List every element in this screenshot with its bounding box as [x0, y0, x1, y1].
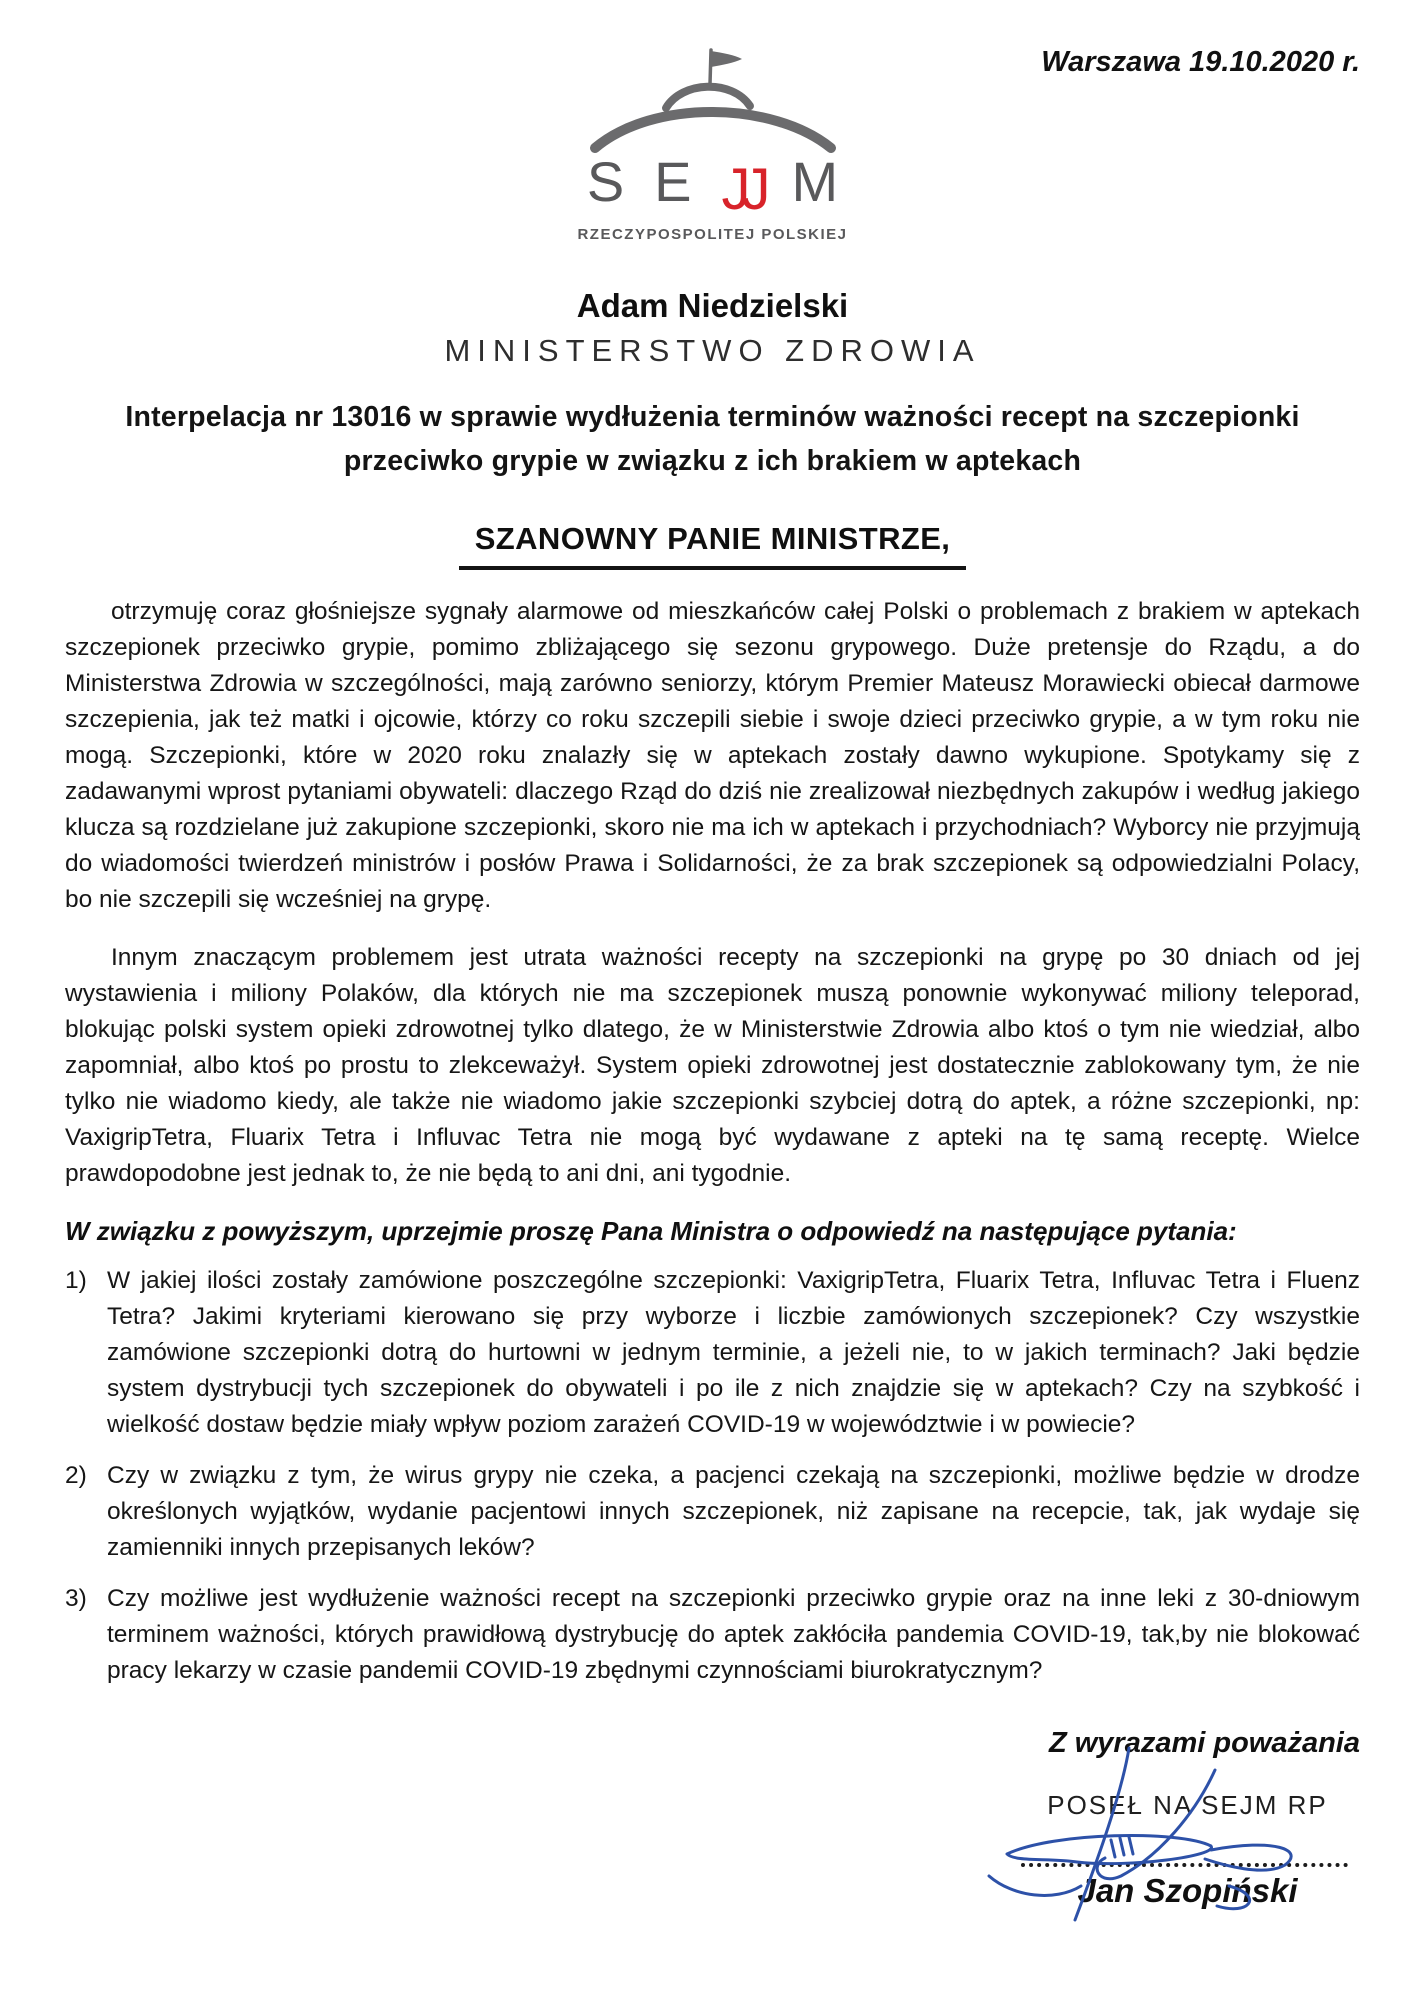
signature-dotted-line — [1021, 1863, 1348, 1867]
date-line: Warszawa 19.10.2020 r. — [1041, 46, 1360, 78]
question-number: 2) — [65, 1462, 87, 1490]
sejm-wordmark — [553, 150, 873, 222]
question-item-3 — [65, 1581, 1360, 1689]
logo-subtitle: RZECZYPOSPOLITEJ POLSKIEJ — [577, 226, 848, 243]
question-number: 3) — [65, 1585, 87, 1613]
question-list — [65, 1263, 1360, 1689]
sejm-logo — [553, 42, 873, 243]
question-text: W jakiej ilości zostały zamówione poszczególne szczepionki: VaxigripTetra, Fluarix Tetra, Influvac Tetra i Fluenz Tetra? Jakimi kryteriami kierowano się przy wyborze i liczbie zamówionych szczepionek? Czy wszystkie zamówione szczepionki dotrą do hurtowni w jednym terminie, a jeżeli nie, to w jakich terminach? Jaki będzie system dystrybucji tych szczepionek do obywateli i po ile z nich znajdzie się w aptekach? Czy na szybkość i wielkość dostaw będzie miały wpływ poziom zarażeń COVID-19 w województwie i w powiecie? — [107, 1267, 1360, 1439]
recipient-name: Adam Niedzielski — [576, 287, 849, 324]
body-paragraph-1: otrzymuję coraz głośniejsze sygnały alarmowe od mieszkańców całej Polski o problemach z brakiem w aptekach szczepionek przeciwko grypie, pomimo zbliżającego się sezonu grypowego. Duże pretensje do Rządu, a do Ministerstwa Zdrowia w szczególności, mają zarówno seniorzy, którym Premier Mateusz Morawiecki obiecał darmowe szczepienia, jak też matki i ojcowie, którzy co roku szczepili siebie i swoje dzieci przeciwko grypie, a w tym roku nie mogą. Szczepionki, które w 2020 roku znalazły się w aptekach zostały dawno wykupione. Spotykamy się z zadawanymi wprost pytaniami obywateli: dlaczego Rząd do dziś nie zrealizował niezbędnych zakupów i według jakiego klucza są rozdzielane już zakupione szczepionki, skoro nie ma ich w aptekach i przychodniach? Wyborcy nie przyjmują do wiadomości twierdzeń ministrów i posłów Prawa i Solidarności, że za brak szczepionek są odpowiedzialni Polacy, bo nie szczepili się wcześniej na grypę. — [65, 598, 1360, 914]
signer-title: POSEŁ NA SEJM RP — [1047, 1790, 1328, 1821]
logo-letters-jj: JJ — [721, 157, 762, 222]
request-line: W związku z powyższym, uprzejmie proszę Pana Ministra o odpowiedź na następujące pytania: — [65, 1216, 1237, 1247]
salutation-text: SZANOWNY PANIE MINISTRZE, — [459, 521, 967, 570]
closing-phrase: Z wyrazami poważania — [1048, 1727, 1360, 1760]
body-paragraph-2: Innym znaczącym problemem jest utrata ważności recepty na szczepionki na grypę po 30 dniach od jej wystawienia i miliony Polaków, dla których nie ma szczepionek muszą ponownie wykonywać miliony teleporad, blokując polski system opieki zdrowotnej tylko dlatego, że w Ministerstwie Zdrowia albo ktoś o tym nie wiedział, albo zapomniał, albo ktoś po prostu to zlekceważył. System opieki zdrowotnej jest dostatecznie zablokowany tym, że nie tylko nie wiadomo kiedy, ale także nie wiadomo jakie szczepionki szybciej dotrą do aptek, a różne szczepionki, np: VaxigripTetra, Fluarix Tetra i Influvac Tetra nie mogą być wydawane z apteki na tę samą receptę. Wielce prawdopodobne jest jednak to, że nie będą to ani dni, ani tygodnie. — [65, 944, 1360, 1188]
signer-name: Jan Szopiński — [1077, 1872, 1298, 1910]
recipient-org: MINISTERSTWO ZDROWIA — [444, 333, 981, 368]
sejm-dome-icon — [583, 42, 843, 160]
logo-letter-e: E — [654, 150, 692, 213]
question-item-1 — [65, 1263, 1360, 1443]
salutation — [65, 521, 1360, 570]
question-text: Czy możliwe jest wydłużenie ważności recept na szczepionki przeciwko grypie oraz na inne leki z 30-dniowym terminem ważności, których prawidłową dystrybucję do aptek zakłóciła pandemia COVID-19, tak,by nie blokować pracy lekarzy w czasie pandemii COVID-19 zbędnymi czynnościami biurokratycznym? — [107, 1585, 1360, 1685]
document-title: Interpelacja nr 13016 w sprawie wydłużenia terminów ważności recept na szczepionki przeciwko grypie w związku z ich brakiem w aptekach — [125, 401, 1300, 478]
logo-letter-s: S — [586, 150, 625, 213]
recipient-block — [65, 287, 1360, 369]
handwritten-signature-icon — [977, 1734, 1317, 1944]
question-text: Czy w związku z tym, że wirus grypy nie czeka, a pacjenci czekają na szczepionki, możliwe będzie w drodze określonych wyjątków, wydanie pacjentowi innych szczepionek, niż zapisane na recepcie, tak, jak wydaje się zamienniki innych przepisanych leków? — [107, 1462, 1360, 1562]
logo-letter-m: M — [791, 150, 839, 213]
signature-block — [1015, 1790, 1360, 1910]
question-item-2 — [65, 1458, 1360, 1566]
question-number: 1) — [65, 1267, 87, 1295]
